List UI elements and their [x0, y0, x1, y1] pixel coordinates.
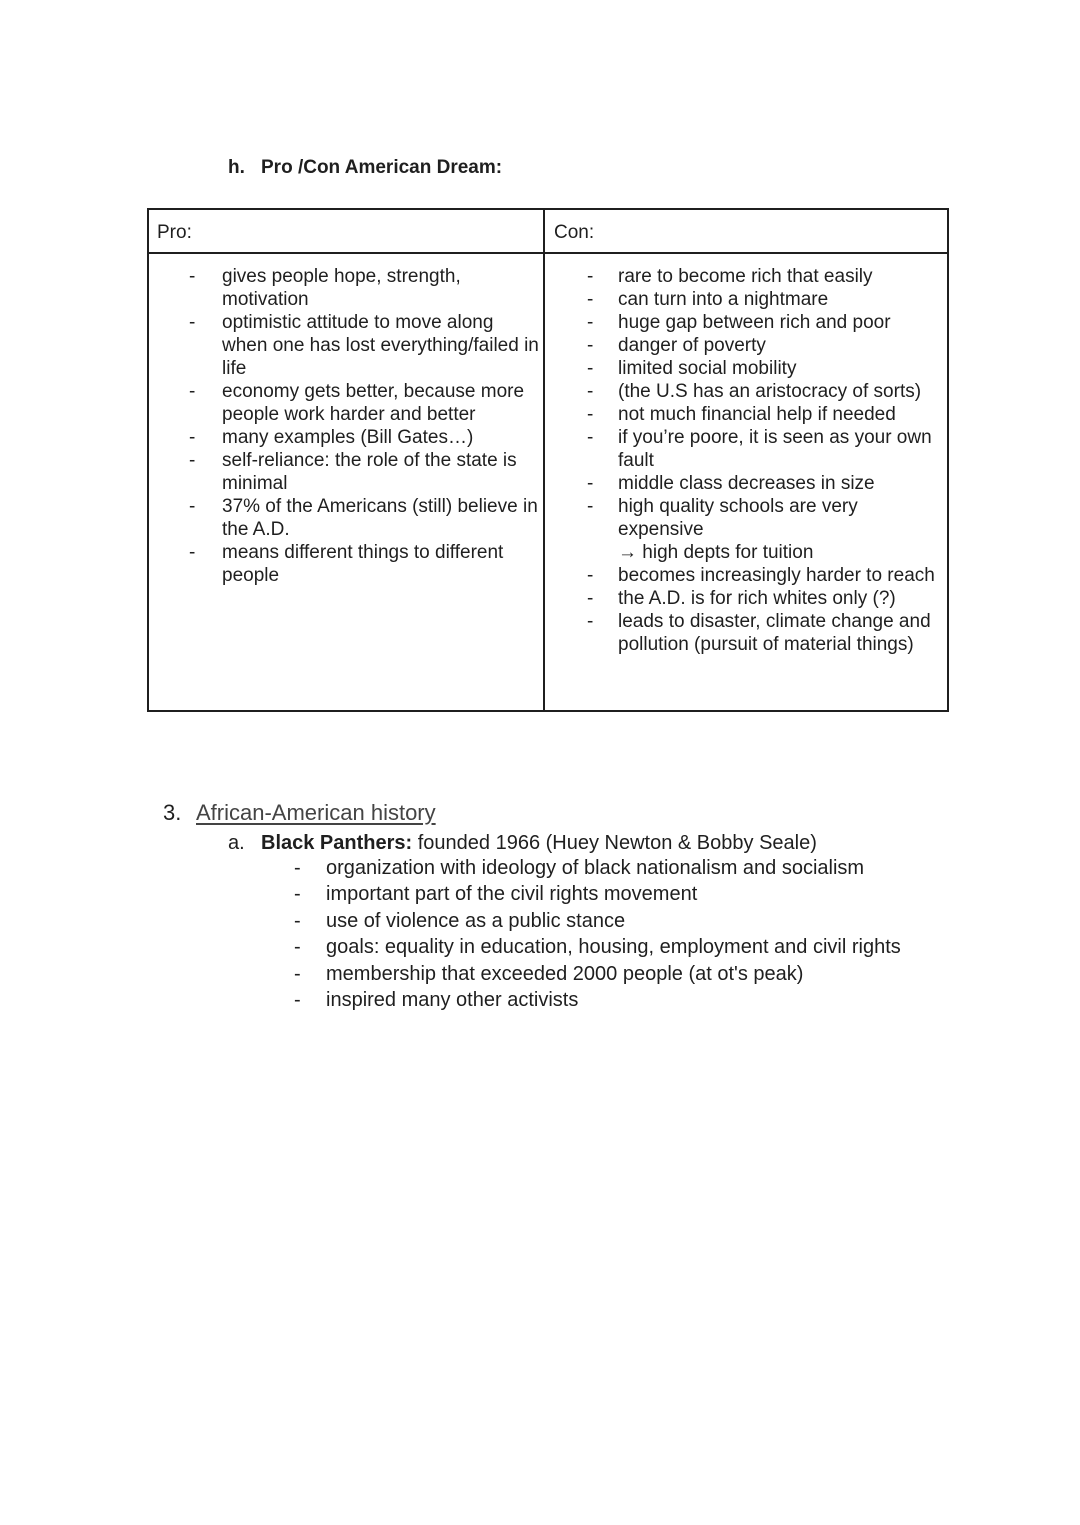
- list-item-text: membership that exceeded 2000 people (at ot's peak): [326, 962, 804, 985]
- dash-bullet: -: [294, 857, 301, 879]
- con-cell: [544, 253, 948, 711]
- list-item-text: use of violence as a public stance: [326, 909, 626, 932]
- dash-bullet: -: [294, 962, 301, 985]
- list-item-text: gives people hope, strength, motivation: [222, 266, 461, 310]
- con-item: [545, 541, 947, 564]
- subsection-label: Black Panthers:: [261, 832, 413, 854]
- section-title: Pro /Con American Dream:: [261, 157, 503, 178]
- pro-item: [149, 265, 543, 311]
- dash-bullet: -: [189, 496, 196, 517]
- list-item-text: high quality schools are very expensive: [618, 496, 858, 540]
- pro-con-table: [147, 208, 949, 712]
- con-item: [545, 426, 947, 472]
- list-item-text: → high depts for tuition: [618, 542, 814, 563]
- dash-bullet: -: [189, 427, 196, 448]
- dash-bullet: -: [587, 289, 594, 310]
- list-item-text: 37% of the Americans (still) believe in the A.D.: [222, 496, 538, 540]
- pro-item: [149, 495, 543, 541]
- pro-list: [149, 265, 543, 587]
- list-item-text: economy gets better, because more people work harder and better: [222, 381, 525, 425]
- list-item-text: danger of poverty: [618, 335, 766, 356]
- table-header-row: [148, 209, 948, 253]
- black-panthers-item: [294, 961, 901, 987]
- list-marker: h.: [228, 157, 245, 178]
- dash-bullet: -: [189, 266, 196, 287]
- black-panthers-item: [294, 908, 901, 934]
- african-american-history-link[interactable]: African-American history: [196, 800, 436, 825]
- pro-item: [149, 426, 543, 449]
- black-panthers-item: [294, 855, 901, 881]
- list-item-text: optimistic attitude to move along when one has lost everything/failed in life: [222, 312, 539, 379]
- list-item-text: huge gap between rich and poor: [618, 312, 891, 333]
- dash-bullet: -: [587, 335, 594, 356]
- con-item: [545, 403, 947, 426]
- con-list: [545, 265, 947, 656]
- con-item: [545, 311, 947, 334]
- section-heading-pro-con: [228, 157, 502, 179]
- subsection-black-panthers: [228, 831, 817, 855]
- pro-item: [149, 380, 543, 426]
- list-item-text: if you’re poore, it is seen as your own fault: [618, 427, 932, 471]
- black-panthers-item: [294, 934, 901, 960]
- dash-bullet: -: [587, 404, 594, 425]
- con-item: [545, 495, 947, 541]
- list-marker: a.: [228, 832, 245, 854]
- list-item-text: middle class decreases in size: [618, 473, 875, 494]
- pro-item: [149, 449, 543, 495]
- con-header-cell: [544, 209, 948, 253]
- dash-bullet: -: [587, 496, 594, 517]
- list-item-text: can turn into a nightmare: [618, 289, 829, 310]
- pro-header-cell: [148, 209, 544, 253]
- dash-bullet: -: [587, 358, 594, 379]
- dash-bullet: -: [587, 588, 594, 609]
- list-item-text: the A.D. is for rich whites only (?): [618, 588, 896, 609]
- con-item: [545, 288, 947, 311]
- list-item-text: limited social mobility: [618, 358, 797, 379]
- list-item-text: many examples (Bill Gates…): [222, 427, 474, 448]
- list-item-text: organization with ideology of black nationalism and socialism: [326, 857, 865, 879]
- subsection-text: founded 1966 (Huey Newton & Bobby Seale): [412, 832, 817, 854]
- list-item-text: not much financial help if needed: [618, 404, 896, 425]
- pro-cell: [148, 253, 544, 711]
- dash-bullet: -: [294, 909, 301, 932]
- dash-bullet: -: [587, 381, 594, 402]
- list-item-text: self-reliance: the role of the state is minimal: [222, 450, 517, 494]
- list-item-text: rare to become rich that easily: [618, 266, 873, 287]
- dash-bullet: -: [587, 565, 594, 586]
- dash-bullet: -: [587, 611, 594, 632]
- section-heading-african-american-history: [163, 800, 436, 826]
- dash-bullet: -: [294, 989, 301, 1012]
- con-item: [545, 472, 947, 495]
- list-item-text: becomes increasingly harder to reach: [618, 565, 935, 586]
- dash-bullet: -: [587, 427, 594, 448]
- black-panthers-list: [294, 855, 901, 1013]
- dash-bullet: -: [294, 936, 301, 959]
- dash-bullet: -: [587, 312, 594, 333]
- dash-bullet: -: [189, 542, 196, 563]
- list-item-text: goals: equality in education, housing, employment and civil rights: [326, 936, 901, 959]
- pro-item: [149, 311, 543, 380]
- con-header: Con:: [554, 222, 595, 243]
- con-item: [545, 265, 947, 288]
- table-body-row: [148, 253, 948, 711]
- dash-bullet: -: [189, 381, 196, 402]
- list-item-text: leads to disaster, climate change and pollution (pursuit of material things): [618, 611, 931, 655]
- black-panthers-item: [294, 881, 901, 907]
- list-item-text: inspired many other activists: [326, 989, 579, 1012]
- list-item-text: means different things to different people: [222, 542, 504, 586]
- dash-bullet: -: [587, 473, 594, 494]
- con-item: [545, 587, 947, 610]
- black-panthers-item: [294, 987, 901, 1013]
- con-item: [545, 380, 947, 403]
- con-item: [545, 334, 947, 357]
- dash-bullet: -: [587, 266, 594, 287]
- dash-bullet: -: [189, 312, 196, 333]
- dash-bullet: -: [189, 450, 196, 471]
- list-item-text: important part of the civil rights movement: [326, 883, 698, 906]
- con-item: [545, 564, 947, 587]
- con-item: [545, 357, 947, 380]
- list-item-text: (the U.S has an aristocracy of sorts): [618, 381, 922, 402]
- pro-item: [149, 541, 543, 587]
- section-number: 3.: [163, 800, 182, 825]
- dash-bullet: -: [294, 883, 301, 906]
- con-item: [545, 610, 947, 656]
- pro-header: Pro:: [157, 222, 192, 243]
